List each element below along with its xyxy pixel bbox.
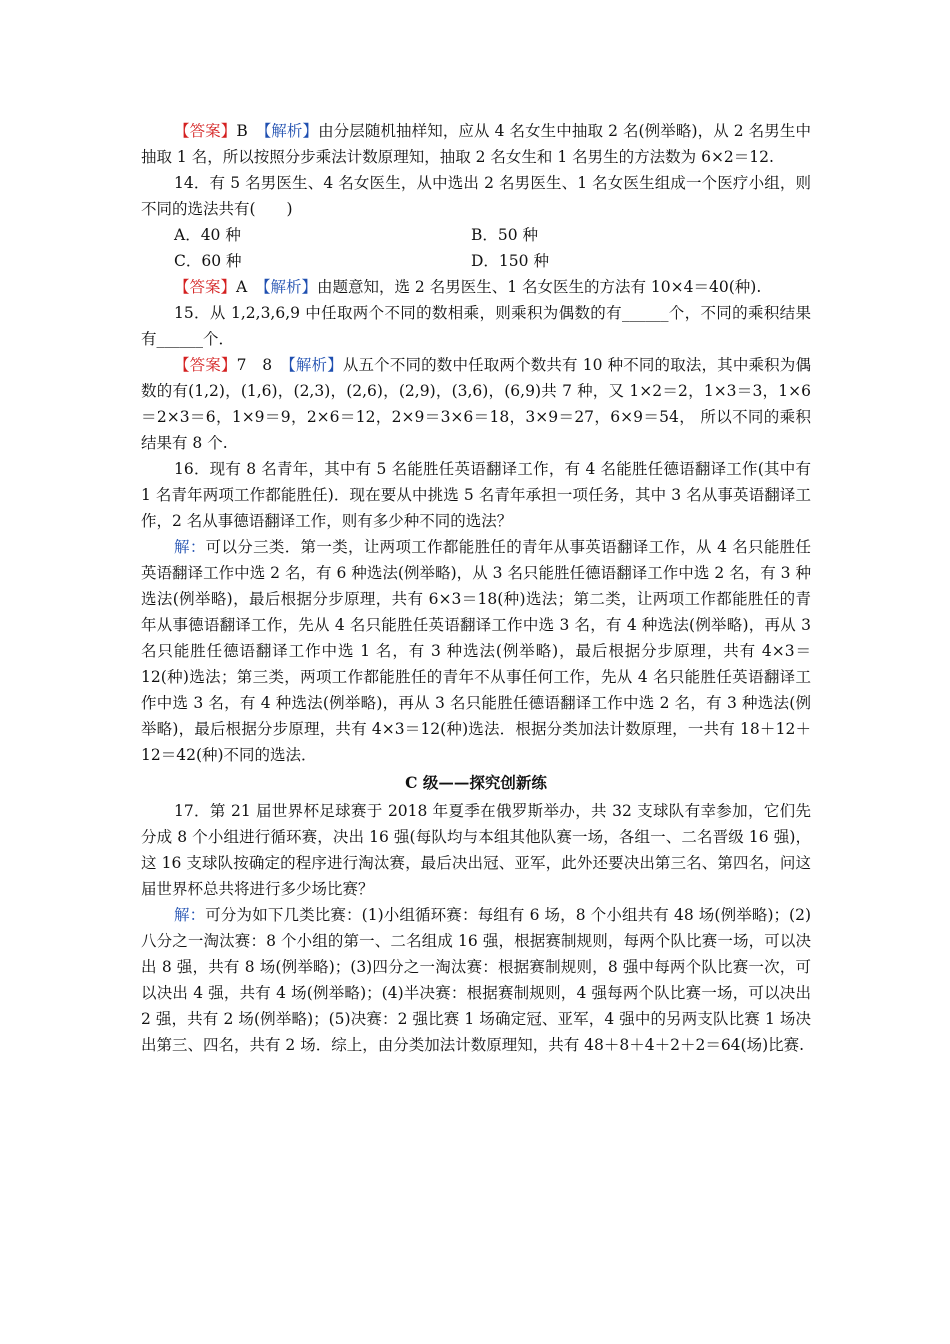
q14-answer <box>141 274 811 300</box>
explain-text: 从五个不同的数中任取两个数共有 10 种不同的取法，其中乘积为偶数的有(1,2)，(1,6)，(2,3)，(2,6)，(2,9)，(3,6)，(6,9)共 7 种，又 1×2＝2，1×3＝3，1×6＝2×3＝6，1×9＝9，2×6＝12，2×9＝3×6＝18，3×9＝27，6×9＝54， 所以不同的乘积结果有 8 个. <box>141 356 811 452</box>
explain-text: 由分层随机抽样知，应从 4 名女生中抽取 2 名(例举略)，从 2 名男生中抽取 1 名，所以按照分步乘法计数原理知，抽取 2 名女生和 1 名男生的方法数为 6×2＝12. <box>141 122 811 166</box>
q15-answer <box>141 352 811 456</box>
answer-tag: 【答案】 <box>174 122 237 140</box>
option-b: B．50 种 <box>471 226 539 244</box>
q16-question: 16．现有 8 名青年，其中有 5 名能胜任英语翻译工作，有 4 名能胜任德语翻译工作(其中有 1 名青年两项工作都能胜任)．现在要从中挑选 5 名青年承担一项任务，其中 3 名从事英语翻译工作，2 名从事德语翻译工作，则有多少种不同的选法？ <box>141 460 811 530</box>
option-d: D．150 种 <box>471 252 549 270</box>
document-page <box>141 118 811 1058</box>
q14-question: 14．有 5 名男医生、4 名女医生，从中选出 2 名男医生、1 名女医生组成一个医疗小组，则不同的选法共有( ) <box>141 174 811 218</box>
explain-tag: 【解析】 <box>287 356 343 374</box>
answer-value: 7 8 <box>236 356 273 374</box>
answer-value: B <box>236 122 248 140</box>
explain-text: 由题意知，选 2 名男医生、1 名女医生的方法有 10×4＝40(种). <box>317 278 762 296</box>
solution-tag: 解： <box>174 906 206 924</box>
solution-text: 可分为如下几类比赛：(1)小组循环赛：每组有 6 场，8 个小组共有 48 场(例举略)；(2)八分之一淘汰赛：8 个小组的第一、二名组成 16 强，根据赛制规则，每两个队比赛一场，可以决出 8 强，共有 8 场(例举略)；(3)四分之一淘汰赛：根据赛制规则，8 强中每两个队比赛一次，可以决出 4 强，共有 4 场(例举略)；(4)半决赛：根据赛制规则，4 强每两个队比赛一场，可以决出 2 强，共有 2 场(例举略)；(5)决赛：2 强比赛 1 场确定冠、亚军，4 强中的另两支队比赛 1 场决出第三、四名，共有 2 场．综上，由分类加法计数原理知，共有 48＋8＋4＋2＋2＝64(场)比赛. <box>141 906 811 1054</box>
solution-text: 可以分三类．第一类，让两项工作都能胜任的青年从事英语翻译工作，从 4 名只能胜任英语翻译工作中选 2 名，有 6 种选法(例举略)，从 3 名只能胜任德语翻译工作中选 2 名，有 3 种选法(例举略)，最后根据分步原理，共有 6×3＝18(种)选法；第二类，让两项工作都能胜任的青年从事德语翻译工作，先从 4 名只能胜任英语翻译工作中选 3 名，有 4 种选法(例举略)，再从 3 名只能胜任德语翻译工作中选 1 名，有 3 种选法(例举略)，最后根据分步原理，共有 4×3＝12(种)选法；第三类，两项工作都能胜任的青年不从事任何工作，先从 4 名只能胜任英语翻译工作中选 3 名，有 4 种选法(例举略)，再从 3 名只能胜任德语翻译工作中选 2 名，有 3 种选法(例举略)，最后根据分步原理，共有 4×3＝12(种)选法．根据分类加法计数原理，一共有 18＋12＋12＝42(种)不同的选法． <box>141 538 811 764</box>
q16-solution <box>141 534 811 768</box>
answer-tag: 【答案】 <box>174 278 237 296</box>
q14-options-row2 <box>141 248 811 274</box>
explain-tag: 【解析】 <box>263 122 319 140</box>
q17-question: 17．第 21 届世界杯足球赛于 2018 年夏季在俄罗斯举办，共 32 支球队有幸参加，它们先分成 8 个小组进行循环赛，决出 16 强(每队均与本组其他队赛一场，各组一、二名晋级 16 强)，这 16 支球队按确定的程序进行淘汰赛，最后决出冠、亚军，此外还要决出第三名、第四名，问这届世界杯总共将进行多少场比赛？ <box>141 802 811 898</box>
option-a: A．40 种 <box>174 226 241 244</box>
section-title: C 级——探究创新练 <box>405 773 547 792</box>
q13-answer <box>141 118 811 170</box>
q15-question: 15．从 1,2,3,6,9 中任取两个不同的数相乘，则乘积为偶数的有______个，不同的乘积结果有______个． <box>141 304 811 348</box>
answer-value: A <box>236 278 248 296</box>
q14-options-row1 <box>141 222 811 248</box>
option-c: C．60 种 <box>174 252 242 270</box>
explain-tag: 【解析】 <box>262 278 317 296</box>
q17-solution <box>141 902 811 1058</box>
solution-tag: 解： <box>174 538 206 556</box>
answer-tag: 【答案】 <box>174 356 237 374</box>
